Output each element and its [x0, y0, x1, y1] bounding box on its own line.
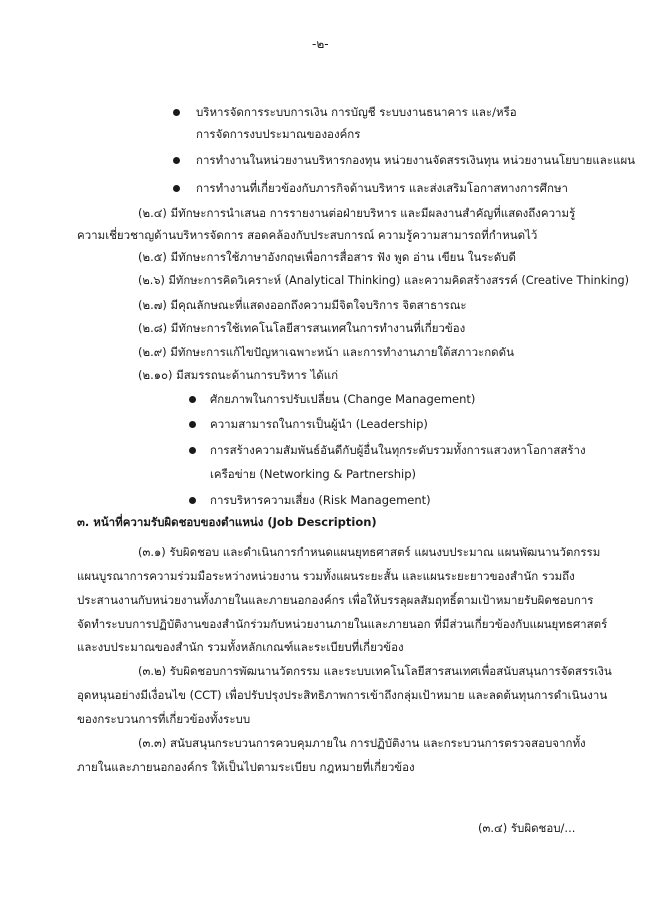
competency-item: การสร้างความสัมพันธ์อันดีกับผู้อื่นในทุกระดับรวมทั้งการแสวงหาโอกาสสร้าง	[210, 443, 586, 457]
paragraph-3-3-line: ภายในและภายนอกองค์กร ให้เป็นไปตามระเบียบ กฎหมายที่เกี่ยวข้อง	[77, 760, 415, 774]
paragraph-3-1-line: และงบประมาณของสำนัก รวมทั้งหลักเกณฑ์และระเบียบที่เกี่ยวข้อง	[77, 640, 404, 654]
bullet-dot-icon	[189, 497, 196, 504]
bullet-text: การทำงานที่เกี่ยวข้องกับภารกิจด้านบริหาร และส่งเสริมโอกาสทางการศึกษา	[196, 181, 568, 195]
item-2-10: (๒.๑๐) มีสมรรถนะด้านการบริหาร ได้แก่	[138, 368, 339, 382]
item-2-4-cont: ความเชี่ยวชาญด้านบริหารจัดการ สอดคล้องกับประสบการณ์ ความรู้ความสามารถที่กำหนดไว้	[77, 228, 538, 242]
bullet-dot-icon	[189, 421, 196, 428]
bullet-dot-icon	[173, 109, 180, 116]
bullet-text: การจัดการงบประมาณขององค์กร	[196, 127, 361, 141]
paragraph-3-1-line: ประสานงานกับหน่วยงานทั้งภายในและภายนอกองค์กร เพื่อให้บรรลุผลสัมฤทธิ์ตามเป้าหมายรับผิดชอบการ	[77, 593, 594, 607]
paragraph-3-1: (๓.๑) รับผิดชอบ และดำเนินการกำหนดแผนยุทธศาสตร์ แผนงบประมาณ แผนพัฒนานวัตกรรม	[138, 545, 601, 559]
paragraph-3-2: (๓.๒) รับผิดชอบการพัฒนานวัตกรรม และระบบเทคโนโลยีสารสนเทศเพื่อสนับสนุนการจัดสรรเงิน	[138, 664, 612, 678]
paragraph-3-1-line: แผนบูรณาการความร่วมมือระหว่างหน่วยงาน รวมทั้งแผนระยะสั้น และแผนระยะยาวของสำนัก รวมถึง	[77, 569, 575, 583]
paragraph-3-1-line: จัดทำระบบการปฏิบัติงานของสำนักร่วมกับหน่วยงานภายในและภายนอก ที่มีส่วนเกี่ยวข้องกับแผนยุทธศาสตร์	[77, 617, 608, 631]
bullet-text: บริหารจัดการระบบการเงิน การบัญชี ระบบงานธนาคาร และ/หรือ	[196, 105, 517, 119]
competency-item: ศักยภาพในการปรับเปลี่ยน (Change Management)	[210, 392, 476, 406]
paragraph-3-2-line: ของกระบวนการที่เกี่ยวข้องทั้งระบบ	[77, 712, 251, 726]
competency-item: ความสามารถในการเป็นผู้นำ (Leadership)	[210, 417, 428, 431]
continuation-marker: (๓.๔) รับผิดชอบ/...	[478, 821, 576, 835]
item-2-9: (๒.๙) มีทักษะการแก้ไขปัญหาเฉพาะหน้า และการทำงานภายใต้สภาวะกดดัน	[138, 345, 514, 359]
competency-item: การบริหารความเสี่ยง (Risk Management)	[210, 493, 431, 507]
bullet-dot-icon	[173, 185, 180, 192]
competency-item-cont: เครือข่าย (Networking & Partnership)	[210, 467, 417, 481]
paragraph-3-2-line: อุดหนุนอย่างมีเงื่อนไข (CCT) เพื่อปรับปรุงประสิทธิภาพการเข้าถึงกลุ่มเป้าหมาย และลดต้นทุนการดำเนินงาน	[77, 688, 608, 702]
section-3-heading: ๓. หน้าที่ความรับผิดชอบของตำแหน่ง (Job Description)	[77, 515, 377, 529]
item-2-8: (๒.๘) มีทักษะการใช้เทคโนโลยีสารสนเทศในการทำงานที่เกี่ยวข้อง	[138, 321, 466, 335]
item-2-7: (๒.๗) มีคุณลักษณะที่แสดงออกถึงความมีจิตใจบริการ จิตสาธารณะ	[138, 298, 467, 312]
bullet-dot-icon	[189, 396, 196, 403]
bullet-text: การทำงานในหน่วยงานบริหารกองทุน หน่วยงานจัดสรรเงินทุน หน่วยงานนโยบายและแผน	[196, 153, 636, 167]
item-2-4: (๒.๔) มีทักษะการนำเสนอ การรายงานต่อฝ่ายบริหาร และมีผลงานสำคัญที่แสดงถึงความรู้	[138, 206, 576, 220]
bullet-dot-icon	[189, 447, 196, 454]
item-2-6: (๒.๖) มีทักษะการคิดวิเคราะห์ (Analytical Thinking) และความคิดสร้างสรรค์ (Creative Thinking)	[138, 274, 630, 287]
bullet-dot-icon	[173, 157, 180, 164]
item-2-5: (๒.๕) มีทักษะการใช้ภาษาอังกฤษเพื่อการสื่อสาร ฟัง พูด อ่าน เขียน ในระดับดี	[138, 250, 516, 264]
paragraph-3-3: (๓.๓) สนับสนุนกระบวนการควบคุมภายใน การปฏิบัติงาน และกระบวนการตรวจสอบจากทั้ง	[138, 736, 586, 750]
page-number: -๒-	[312, 37, 329, 51]
